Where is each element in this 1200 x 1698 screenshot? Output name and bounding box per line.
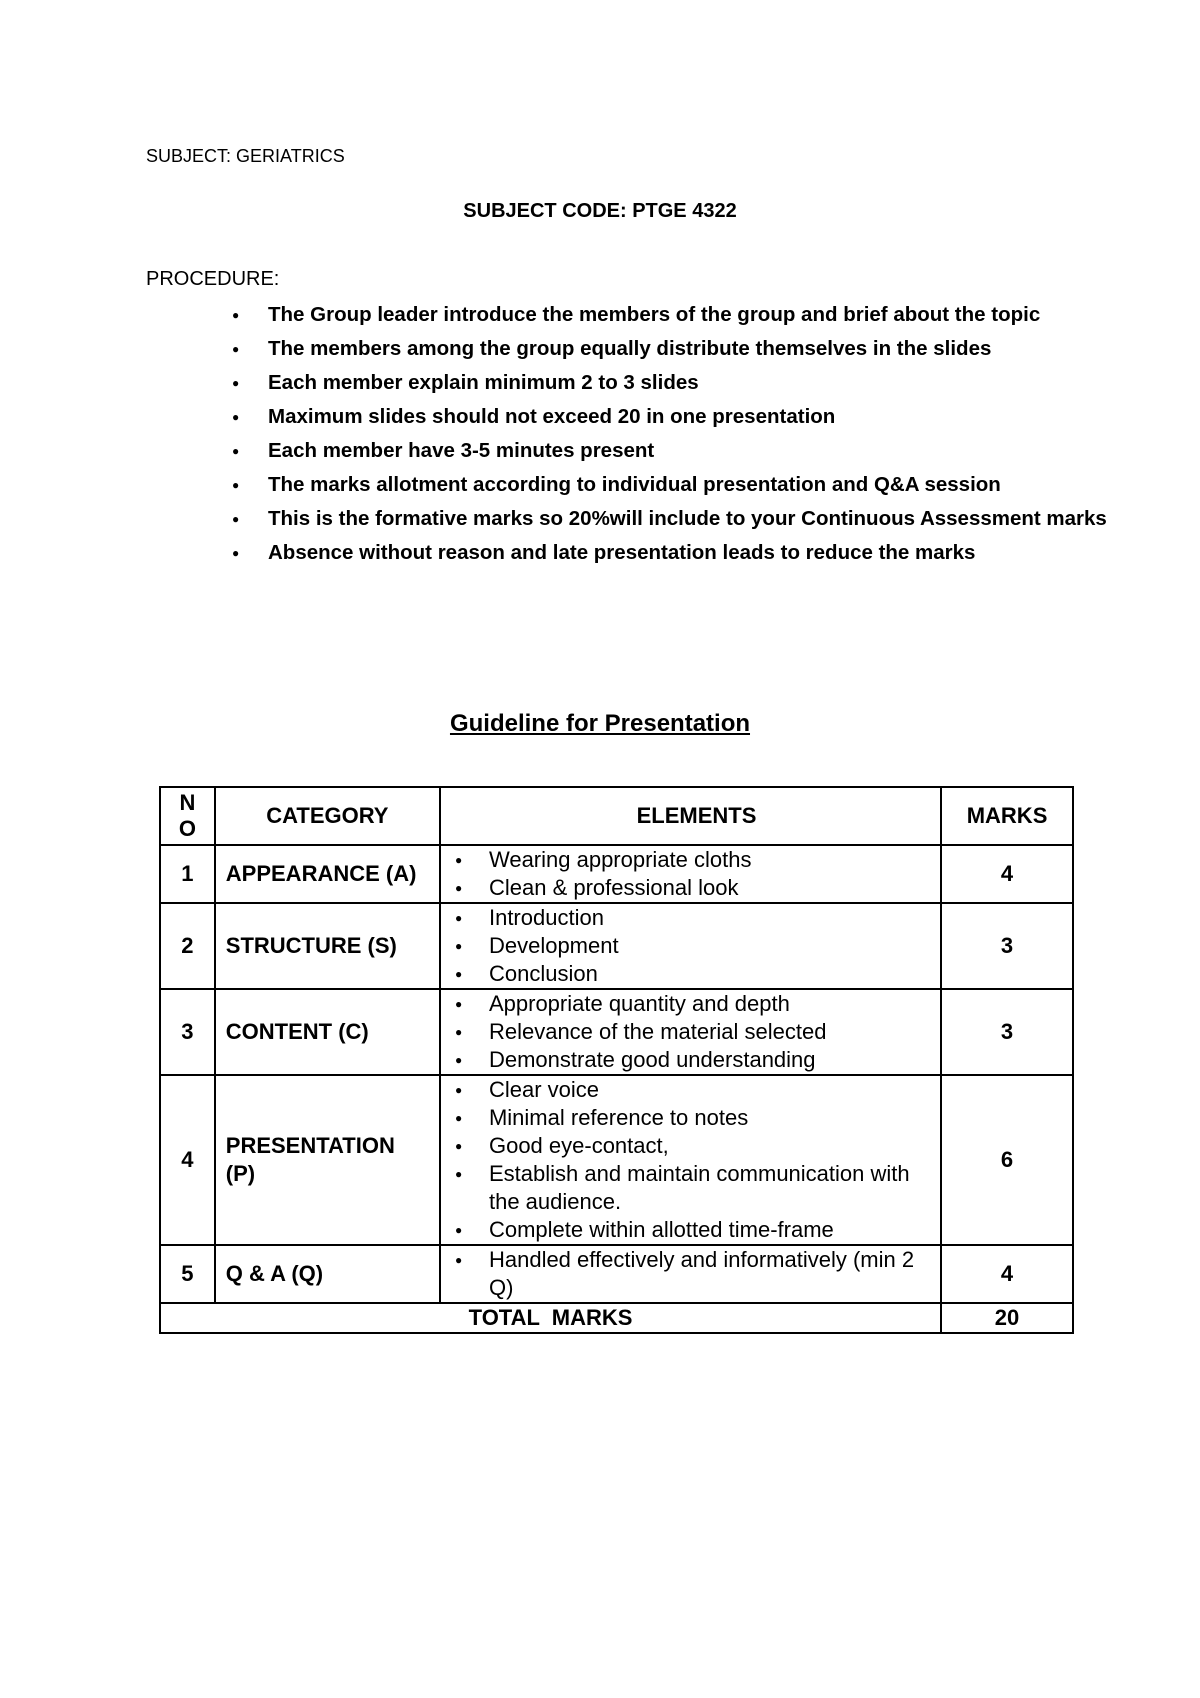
total-label: TOTAL MARKS [160, 1303, 941, 1333]
row-elements [440, 989, 941, 1075]
row-marks: 4 [941, 1245, 1073, 1303]
table-row [160, 845, 1073, 903]
row-marks: 3 [941, 903, 1073, 989]
total-value: 20 [941, 1303, 1073, 1333]
column-header-elements: ELEMENTS [440, 787, 941, 845]
row-elements [440, 845, 941, 903]
element-item: ● Establish and maintain communication with the audience. [489, 1160, 940, 1216]
element-item: ● Demonstrate good understanding [489, 1046, 940, 1074]
procedure-heading: PROCEDURE: [146, 268, 280, 290]
row-number: 2 [160, 903, 215, 989]
element-item: ● Relevance of the material selected [489, 1018, 940, 1046]
column-header-category: CATEGORY [215, 787, 440, 845]
element-item: ● Complete within allotted time-frame [489, 1216, 940, 1244]
guideline-title: Guideline for Presentation [449, 710, 751, 737]
element-item: ● Handled effectively and informatively (min 2 Q) [489, 1246, 940, 1302]
procedure-list [230, 298, 1118, 570]
element-item: ● Clean & professional look [489, 874, 940, 902]
table-row [160, 903, 1073, 989]
row-number: 4 [160, 1075, 215, 1245]
row-category: STRUCTURE (S) [215, 903, 440, 989]
row-marks: 3 [941, 989, 1073, 1075]
procedure-item: ● This is the formative marks so 20%will include to your Continuous Assessment marks [268, 502, 1118, 536]
procedure-item: ● The Group leader introduce the members of the group and brief about the topic [268, 298, 1118, 332]
column-header-marks: MARKS [941, 787, 1073, 845]
procedure-item: ● Each member explain minimum 2 to 3 slides [268, 366, 1118, 400]
element-item: ● Appropriate quantity and depth [489, 990, 940, 1018]
element-item: ● Introduction [489, 904, 940, 932]
procedure-item: ● The members among the group equally distribute themselves in the slides [268, 332, 1118, 366]
element-item: ● Minimal reference to notes [489, 1104, 940, 1132]
element-item: ● Development [489, 932, 940, 960]
row-number: 3 [160, 989, 215, 1075]
row-category: Q & A (Q) [215, 1245, 440, 1303]
rubric-table [159, 786, 1074, 1334]
table-header-row [160, 787, 1073, 845]
subject-code: SUBJECT CODE: PTGE 4322 [463, 200, 737, 222]
element-item: ● Conclusion [489, 960, 940, 988]
row-marks: 6 [941, 1075, 1073, 1245]
row-elements [440, 1245, 941, 1303]
row-number: 1 [160, 845, 215, 903]
element-item: ● Clear voice [489, 1076, 940, 1104]
row-category: APPEARANCE (A) [215, 845, 440, 903]
row-elements [440, 903, 941, 989]
procedure-item: ● Maximum slides should not exceed 20 in one presentation [268, 400, 1118, 434]
total-row [160, 1303, 1073, 1333]
row-marks: 4 [941, 845, 1073, 903]
row-number: 5 [160, 1245, 215, 1303]
table-row [160, 989, 1073, 1075]
element-item: ● Wearing appropriate cloths [489, 846, 940, 874]
row-elements [440, 1075, 941, 1245]
procedure-item: ● Absence without reason and late presentation leads to reduce the marks [268, 536, 1118, 570]
row-category: PRESENTATION (P) [215, 1075, 440, 1245]
subject-line: SUBJECT: GERIATRICS [146, 146, 345, 166]
table-row [160, 1245, 1073, 1303]
column-header-no: N O [160, 787, 215, 845]
table-row [160, 1075, 1073, 1245]
element-item: ● Good eye-contact, [489, 1132, 940, 1160]
procedure-item: ● The marks allotment according to individual presentation and Q&A session [268, 468, 1118, 502]
procedure-item: ● Each member have 3-5 minutes present [268, 434, 1118, 468]
row-category: CONTENT (C) [215, 989, 440, 1075]
